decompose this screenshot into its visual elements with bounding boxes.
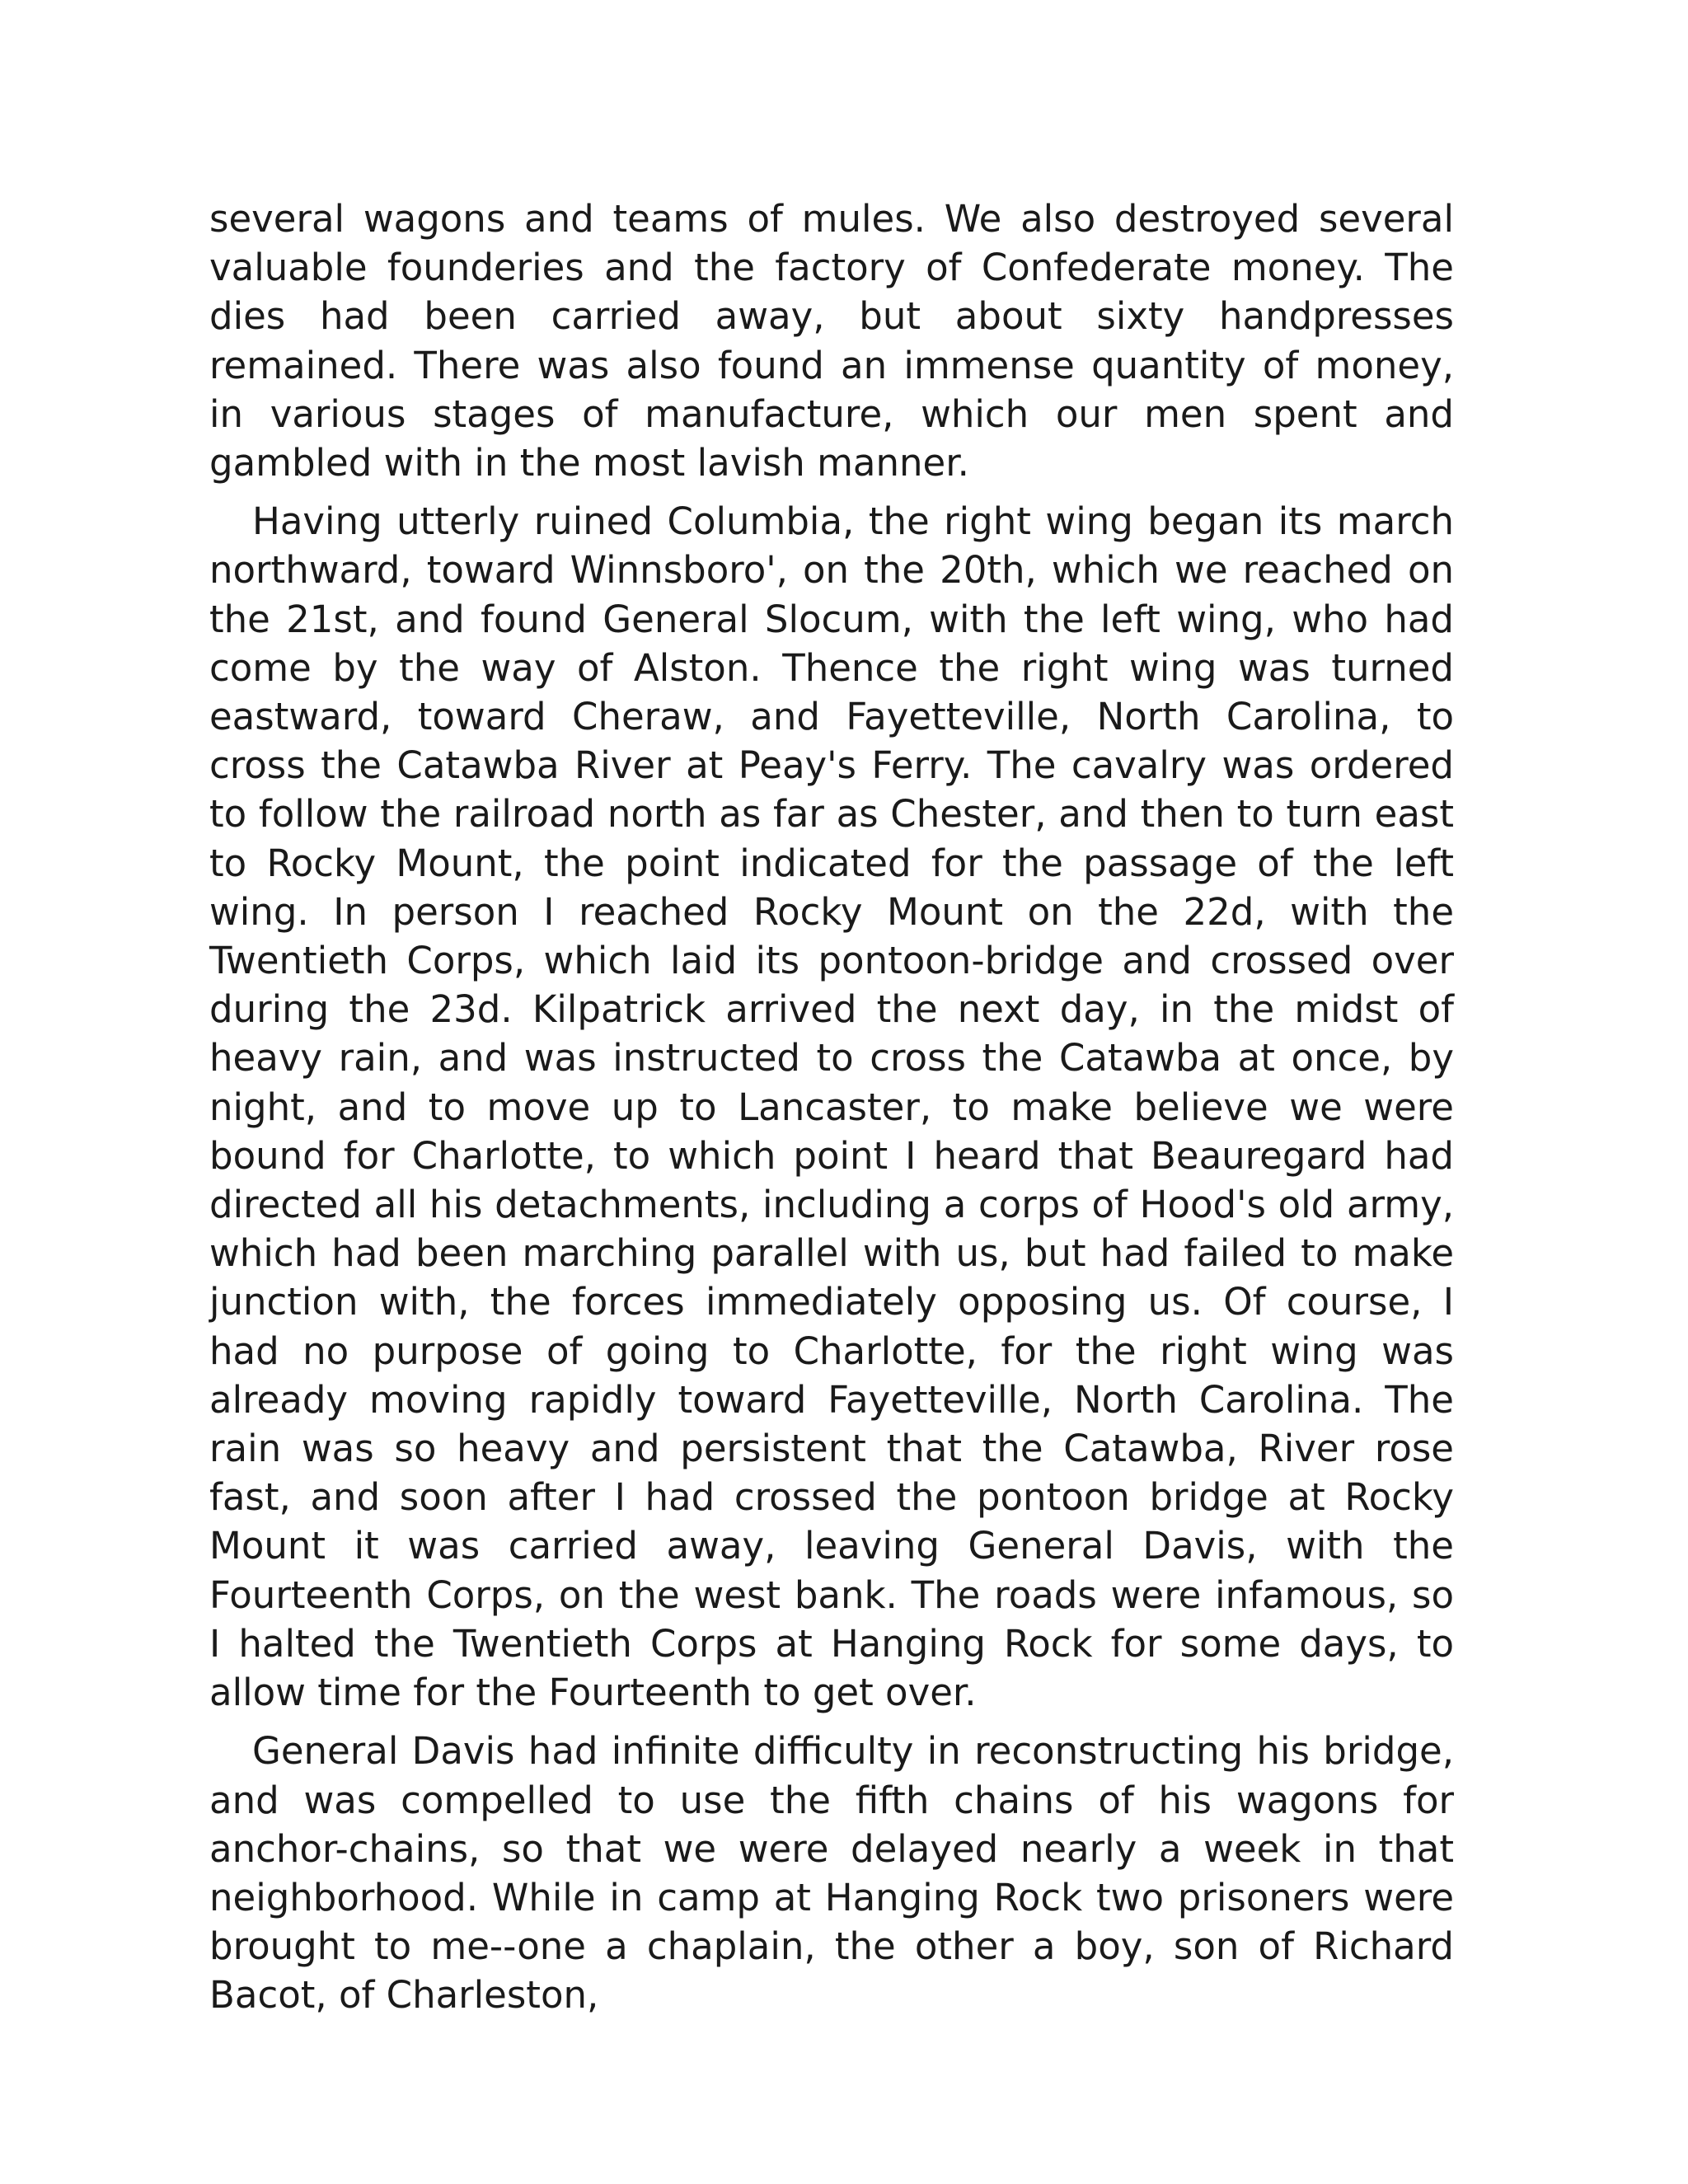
document-page	[209, 194, 1454, 2020]
paragraph-3: General Davis had infinite difficulty in reconstructing his bridge, and was compelled to use the fifth chains of his wagons for anchor-chains, so that we were delayed nearly a week in that neighborhood. While in camp at Hanging Rock two prisoners were brought to me--one a chaplain, the other a boy, son of Richard Bacot, of Charleston,	[209, 1729, 1454, 2018]
paragraph-1: several wagons and teams of mules. We also destroyed several valuable founderies and the factory of Confederate money. The dies had been carried away, but about sixty handpresses remained. There was also found an immense quantity of money, in various stages of manufacture, which our men spent and gambled with in the most lavish manner.	[209, 197, 1454, 485]
paragraph-2: Having utterly ruined Columbia, the right wing began its march northward, toward Winnsboro', on the 20th, which we reached on the 21st, and found General Slocum, with the left wing, who had come by the way of Alston. Thence the right wing was turned eastward, toward Cheraw, and Fayetteville, North Carolina, to cross the Catawba River at Peay's Ferry. The cavalry was ordered to follow the railroad north as far as Chester, and then to turn east to Rocky Mount, the point indicated for the passage of the left wing. In person I reached Rocky Mount on the 22d, with the Twentieth Corps, which laid its pontoon-bridge and crossed over during the 23d. Kilpatrick arrived the next day, in the midst of heavy rain, and was instructed to cross the Catawba at once, by night, and to move up to Lancaster, to make believe we were bound for Charlotte, to which point I heard that Beauregard had directed all his detachments, including a corps of Hood's old army, which had been marching parallel with us, but had failed to make junction with, the forces immediately opposing us. Of course, I had no purpose of going to Charlotte, for the right wing was already moving rapidly toward Fayetteville, North Carolina. The rain was so heavy and persistent that the Catawba, River rose fast, and soon after I had crossed the pontoon bridge at Rocky Mount it was carried away, leaving General Davis, with the Fourteenth Corps, on the west bank. The roads were infamous, so I halted the Twentieth Corps at Hanging Rock for some days, to allow time for the Fourteenth to get over.	[209, 499, 1454, 1715]
